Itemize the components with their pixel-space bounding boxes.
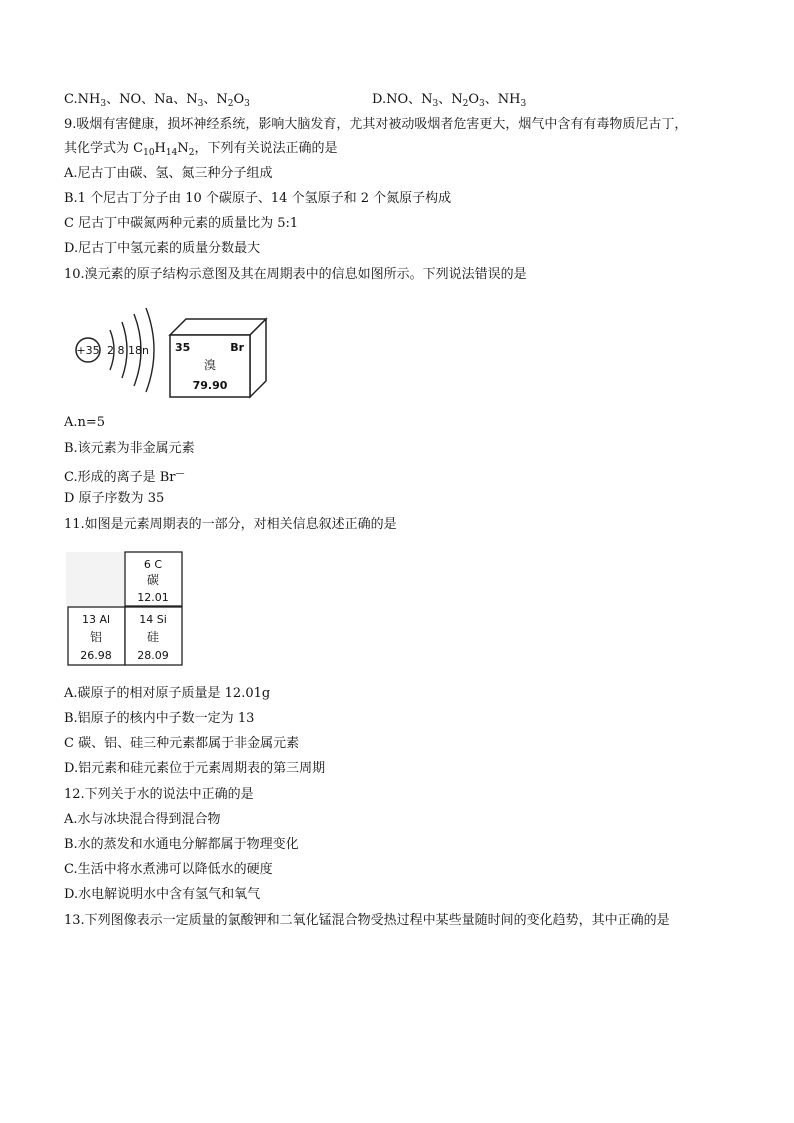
q10-option-b: B.该元素为非金属元素 xyxy=(64,441,195,456)
cell-symbol: Br xyxy=(230,341,244,354)
q11-option-b: B.铝原子的核内中子数一定为 13 xyxy=(64,711,255,726)
cell-atomic-number: 35 xyxy=(175,341,191,354)
q9-option-a: A.尼古丁由碳、氢、氮三种分子组成 xyxy=(64,166,273,181)
q9-option-c: C 尼古丁中碳氮两种元素的质量比为 5:1 xyxy=(64,216,299,231)
q11-stem: 11.如图是元素周期表的一部分，对相关信息叙述正确的是 xyxy=(64,517,397,532)
al-name: 铝 xyxy=(89,630,103,644)
q8-option-c: $C.NH_3$、NO、Na、$N_3$、$N_2O_3$ xyxy=(64,92,250,109)
si-number-symbol: 14 Si xyxy=(139,613,167,626)
al-mass: 26.98 xyxy=(80,649,112,662)
bromine-element-cell xyxy=(168,317,268,399)
si-name: 硅 xyxy=(146,630,160,644)
q12-option-b: B.水的蒸发和水通电分解都属于物理变化 xyxy=(64,837,299,852)
q9-stem-line2: 其化学式为 $C_{10}H_{14}N_2$，下列有关说法正确的是 xyxy=(64,141,338,158)
c-name: 碳 xyxy=(146,573,160,587)
q12-option-a: A.水与冰块混合得到混合物 xyxy=(64,812,221,827)
q11-option-a: A.碳原子的相对原子质量是 12.01g xyxy=(64,686,271,701)
q9-option-d: D.尼古丁中氢元素的质量分数最大 xyxy=(64,241,261,256)
c-mass: 12.01 xyxy=(137,591,169,604)
cell-name: 溴 xyxy=(203,358,217,372)
periodic-table-fragment xyxy=(66,550,188,668)
si-mass: 28.09 xyxy=(137,649,169,662)
q9-stem-line1: 9.吸烟有害健康，损坏神经系统，影响大脑发育，尤其对被动吸烟者危害更大，烟气中含有有毒物质尼古丁， xyxy=(64,117,688,132)
al-number-symbol: 13 Al xyxy=(81,613,111,626)
nucleus-charge: +35 xyxy=(76,344,100,357)
q12-option-c: C.生活中将水煮沸可以降低水的硬度 xyxy=(64,862,273,877)
q9-option-b: B.1 个尼古丁分子由 10 个碳原子、14 个氢原子和 2 个氮原子构成 xyxy=(64,191,452,206)
q10-option-c: C.形成的离子是 Br— xyxy=(64,469,185,485)
q10-option-a: A.n=5 xyxy=(64,415,106,430)
c-number-symbol: 6 C xyxy=(143,558,163,571)
q8-option-d: D.NO、$N_3$、$N_2O_3$、$NH_3$ xyxy=(372,92,527,109)
q10-stem: 10.溴元素的原子结构示意图及其在周期表中的信息如图所示。下列说法错误的是 xyxy=(64,267,527,282)
bromine-atom-diagram xyxy=(70,300,170,400)
q11-option-c: C 碳、铝、硅三种元素都属于非金属元素 xyxy=(64,736,300,751)
q11-option-d: D.铝元素和硅元素位于元素周期表的第三周期 xyxy=(64,761,326,776)
cell-mass: 79.90 xyxy=(192,379,228,392)
q13-stem: 13.下列图像表示一定质量的氯酸钾和二氧化锰混合物受热过程中某些量随时间的变化趋势，其中正确的是 xyxy=(64,913,670,928)
q12-stem: 12.下列关于水的说法中正确的是 xyxy=(64,787,254,802)
electron-shells: 2 8 18n xyxy=(107,344,149,357)
q10-option-d: D 原子序数为 35 xyxy=(64,491,165,506)
q12-option-d: D.水电解说明水中含有氢气和氧气 xyxy=(64,887,261,902)
